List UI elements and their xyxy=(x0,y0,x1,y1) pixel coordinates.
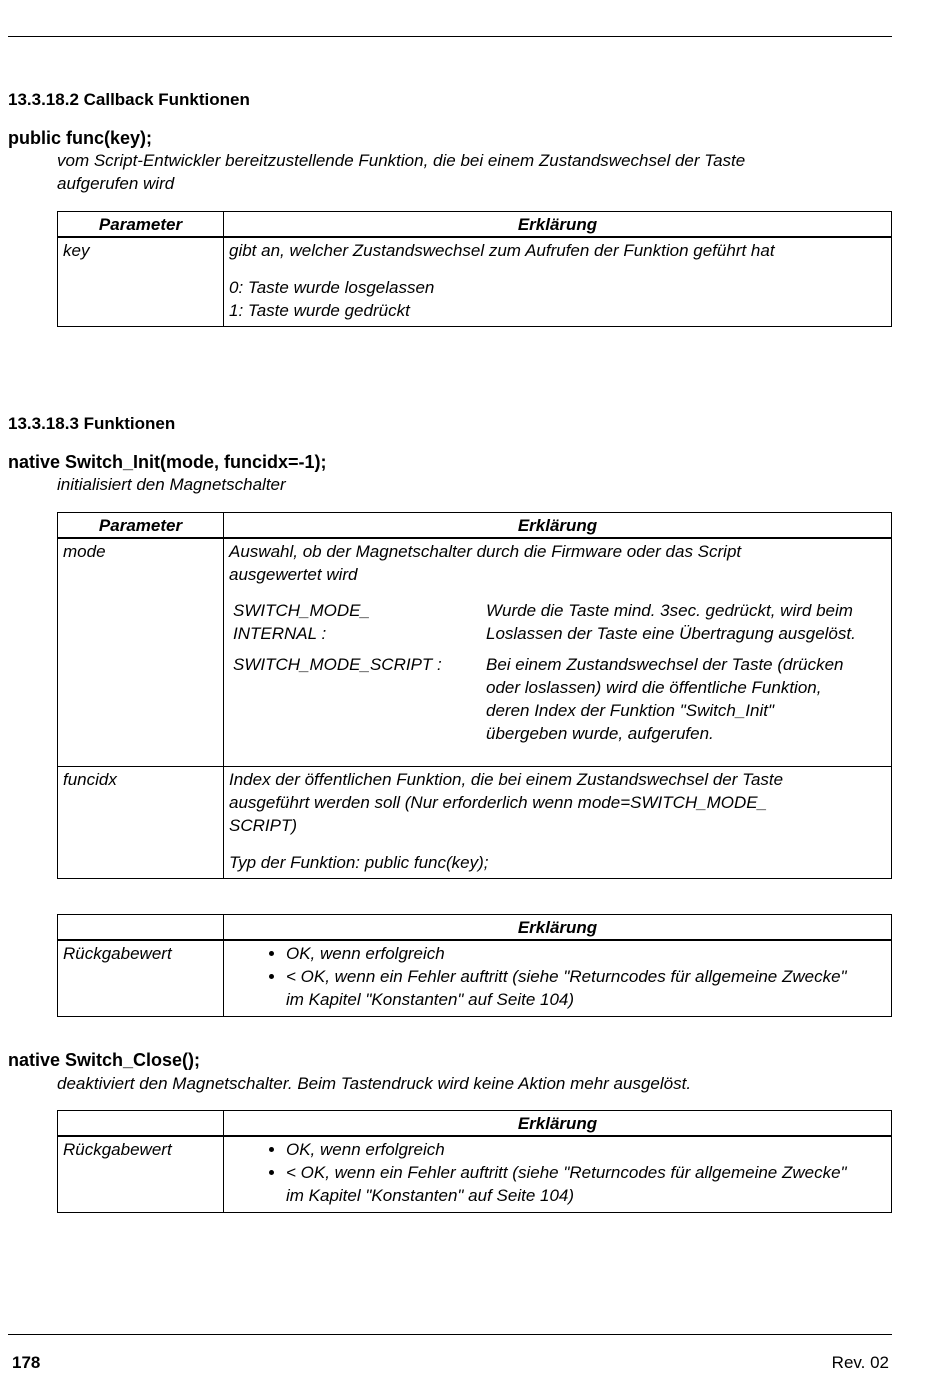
spacer xyxy=(229,262,886,276)
explanation-line: Typ der Funktion: public func(key); xyxy=(229,852,489,872)
return-explanation xyxy=(224,940,892,1016)
param-explanation xyxy=(224,766,892,878)
switch-init-signature: native Switch_Init(mode, funcidx=-1); xyxy=(8,452,327,472)
table-row xyxy=(58,940,892,1016)
switch-close-return-table xyxy=(57,1110,892,1213)
switch-init-parameter-table xyxy=(57,512,892,879)
explanation-line: Index der öffentlichen Funktion, die bei einem Zustandswechsel der Taste xyxy=(229,769,784,789)
option-value-line: übergeben wurde, aufgerufen. xyxy=(486,724,714,743)
option-value xyxy=(482,645,886,745)
param-name: mode xyxy=(58,538,224,766)
column-header-empty xyxy=(58,1111,224,1137)
option-key xyxy=(229,599,482,645)
return-list xyxy=(229,942,891,1011)
list-item-line: < OK, wenn ein Fehler auftritt (siehe "Returncodes für allgemeine Zwecke" xyxy=(286,967,847,986)
list-item-line: < OK, wenn ein Fehler auftritt (siehe "Returncodes für allgemeine Zwecke" xyxy=(286,1163,847,1182)
option-value-line: Wurde die Taste mind. 3sec. gedrückt, wird beim xyxy=(486,601,853,620)
callback-description-line: aufgerufen wird xyxy=(57,174,175,193)
mode-option-script xyxy=(229,645,886,745)
param-explanation xyxy=(224,538,892,766)
section-heading-functions: 13.3.18.3 Funktionen xyxy=(8,414,176,433)
mode-options-table xyxy=(229,599,886,745)
option-key-line: INTERNAL : xyxy=(233,624,327,643)
option-value-line: Loslassen der Taste eine Übertragung ausgelöst. xyxy=(486,624,856,643)
explanation-line: ausgewertet wird xyxy=(229,565,358,584)
mode-option-internal xyxy=(229,599,886,645)
callback-description-line: vom Script-Entwickler bereitzustellende Funktion, die bei einem Zustandswechsel der Taste xyxy=(57,151,746,170)
explanation-line: gibt an, welcher Zustandswechsel zum Aufrufen der Funktion geführt hat xyxy=(229,241,775,260)
return-explanation xyxy=(224,1136,892,1212)
param-explanation xyxy=(224,237,892,327)
column-header-explanation: Erklärung xyxy=(224,915,892,941)
option-key: SWITCH_MODE_SCRIPT : xyxy=(233,655,442,674)
table-row xyxy=(58,538,892,766)
return-label: Rückgabewert xyxy=(58,940,224,1016)
column-header-parameter: Parameter xyxy=(58,212,224,238)
column-header-empty xyxy=(58,915,224,941)
header-rule xyxy=(8,36,892,37)
table-row xyxy=(58,1136,892,1212)
param-name: funcidx xyxy=(58,766,224,878)
option-key-line: SWITCH_MODE_ xyxy=(233,601,370,620)
spacer xyxy=(229,837,886,851)
table-row xyxy=(58,237,892,327)
option-value-line: deren Index der Funktion "Switch_Init" xyxy=(486,701,775,720)
switch-close-signature: native Switch_Close(); xyxy=(8,1050,201,1070)
revision-label: Rev. 02 xyxy=(831,1353,889,1372)
option-value-line: Bei einem Zustandswechsel der Taste (drücken xyxy=(486,655,844,674)
switch-close-description: deaktiviert den Magnetschalter. Beim Tastendruck wird keine Aktion mehr ausgelöst. xyxy=(57,1074,692,1093)
option-value-line: oder loslassen) wird die öffentliche Funktion, xyxy=(486,678,822,697)
value-line: 1: Taste wurde gedrückt xyxy=(229,301,410,320)
callback-description xyxy=(57,149,745,195)
return-list xyxy=(229,1138,891,1207)
list-item: • OK, wenn erfolgreich xyxy=(286,1138,891,1161)
column-header-explanation: Erklärung xyxy=(224,513,892,539)
switch-init-return-table xyxy=(57,914,892,1017)
param-name: key xyxy=(58,237,224,327)
list-item xyxy=(286,965,891,1011)
callback-signature: public func(key); xyxy=(8,128,153,148)
section-heading-callbacks: 13.3.18.2 Callback Funktionen xyxy=(8,90,250,109)
explanation-line: ausgeführt werden soll (Nur erforderlich wenn mode=SWITCH_MODE_ xyxy=(229,792,768,812)
callback-parameter-table xyxy=(57,211,892,327)
option-value xyxy=(482,599,886,645)
table-row xyxy=(58,766,892,878)
switch-init-description: initialisiert den Magnetschalter xyxy=(57,475,286,494)
list-item-line: im Kapitel "Konstanten" auf Seite 104) xyxy=(286,1186,575,1205)
list-item-line: im Kapitel "Konstanten" auf Seite 104) xyxy=(286,990,575,1009)
value-line: 0: Taste wurde losgelassen xyxy=(229,278,435,297)
column-header-explanation: Erklärung xyxy=(224,212,892,238)
column-header-explanation: Erklärung xyxy=(224,1111,892,1137)
return-label: Rückgabewert xyxy=(58,1136,224,1212)
list-item xyxy=(286,1161,891,1207)
column-header-parameter: Parameter xyxy=(58,513,224,539)
list-item: • OK, wenn erfolgreich xyxy=(286,942,891,965)
explanation-line: Auswahl, ob der Magnetschalter durch die Firmware oder das Script xyxy=(229,542,742,561)
footer-rule xyxy=(8,1334,892,1335)
page-number: 178 xyxy=(12,1353,41,1372)
explanation-line: SCRIPT) xyxy=(229,815,297,835)
